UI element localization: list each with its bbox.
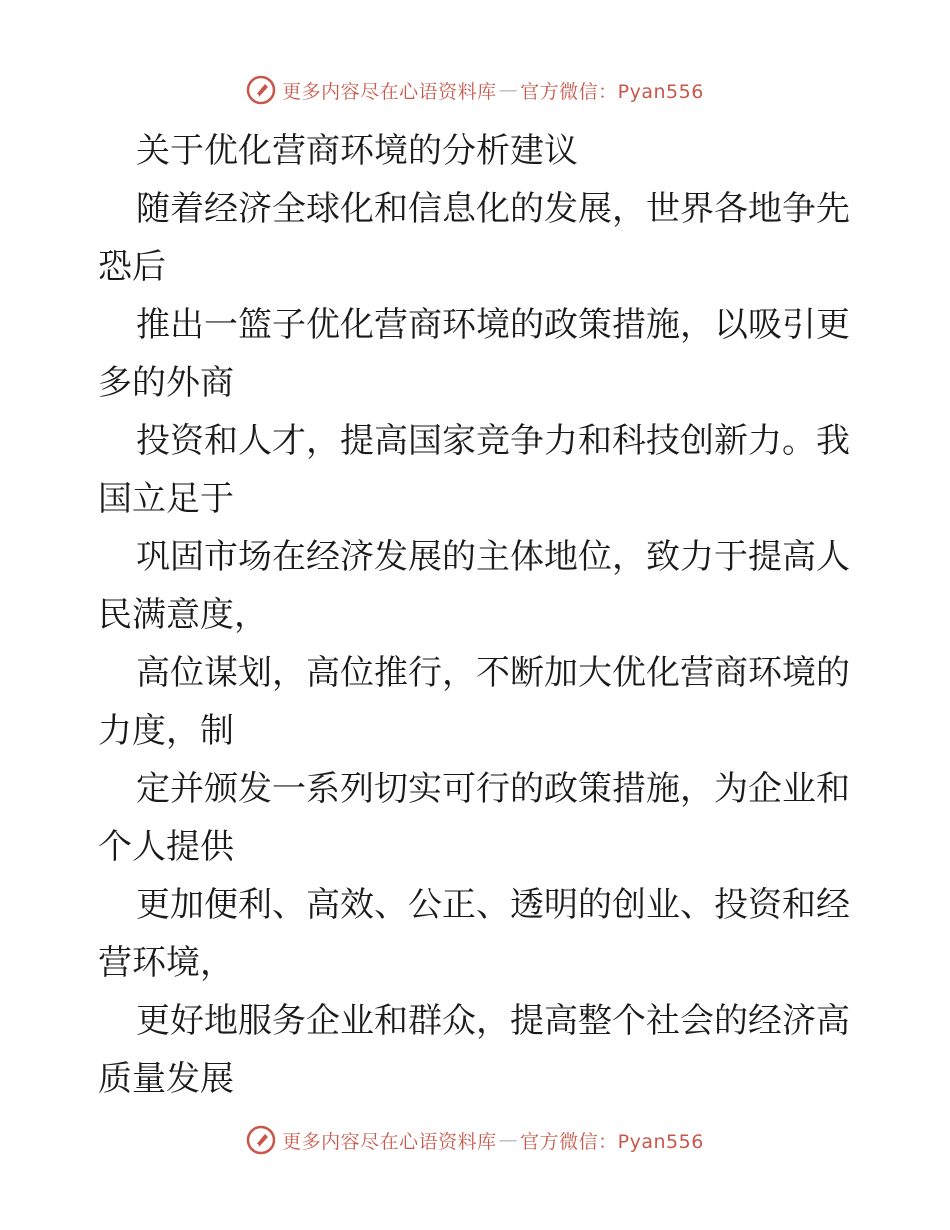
watermark-separator: —	[498, 1129, 519, 1151]
document-title: 关于优化营商环境的分析建议	[136, 131, 578, 171]
pen-nib-icon	[246, 1125, 276, 1155]
paragraph-line: 投资和人才，提高国家竞争力和科技创新力。我	[136, 421, 850, 461]
watermark-brand: 更多内容尽在心语资料库	[282, 80, 497, 103]
document-body	[98, 122, 858, 1108]
watermark-header	[0, 70, 950, 110]
paragraph-line: 推出一篮子优化营商环境的政策措施，以吸引更	[136, 305, 850, 345]
paragraph-line: 随着经济全球化和信息化的发展，世界各地争先	[136, 189, 850, 229]
paragraph-line: 个人提供	[98, 827, 234, 867]
paragraph-line: 多的外商	[98, 363, 234, 403]
paragraph-line: 更加便利、高效、公正、透明的创业、投资和经	[136, 885, 850, 925]
paragraph-line: 质量发展	[98, 1059, 234, 1099]
paragraph-line: 定并颁发一系列切实可行的政策措施，为企业和	[136, 769, 850, 809]
paragraph-line: 营环境，	[98, 943, 234, 983]
watermark-brand: 更多内容尽在心语资料库	[282, 1130, 497, 1153]
pen-nib-icon	[246, 75, 276, 105]
paragraph-line: 恐后	[98, 247, 166, 287]
paragraph-line: 民满意度，	[98, 595, 268, 635]
watermark-contact: 官方微信：Pyan556	[520, 80, 704, 103]
watermark-separator: —	[498, 79, 519, 101]
paragraph-line: 力度，制	[98, 711, 234, 751]
paragraph-line: 更好地服务企业和群众，提高整个社会的经济高	[136, 1001, 850, 1041]
paragraph-line: 高位谋划，高位推行，不断加大优化营商环境的	[136, 653, 850, 693]
paragraph-line: 国立足于	[98, 479, 234, 519]
watermark-footer	[0, 1120, 950, 1160]
watermark-contact: 官方微信：Pyan556	[520, 1130, 704, 1153]
paragraph-line: 巩固市场在经济发展的主体地位，致力于提高人	[136, 537, 850, 577]
